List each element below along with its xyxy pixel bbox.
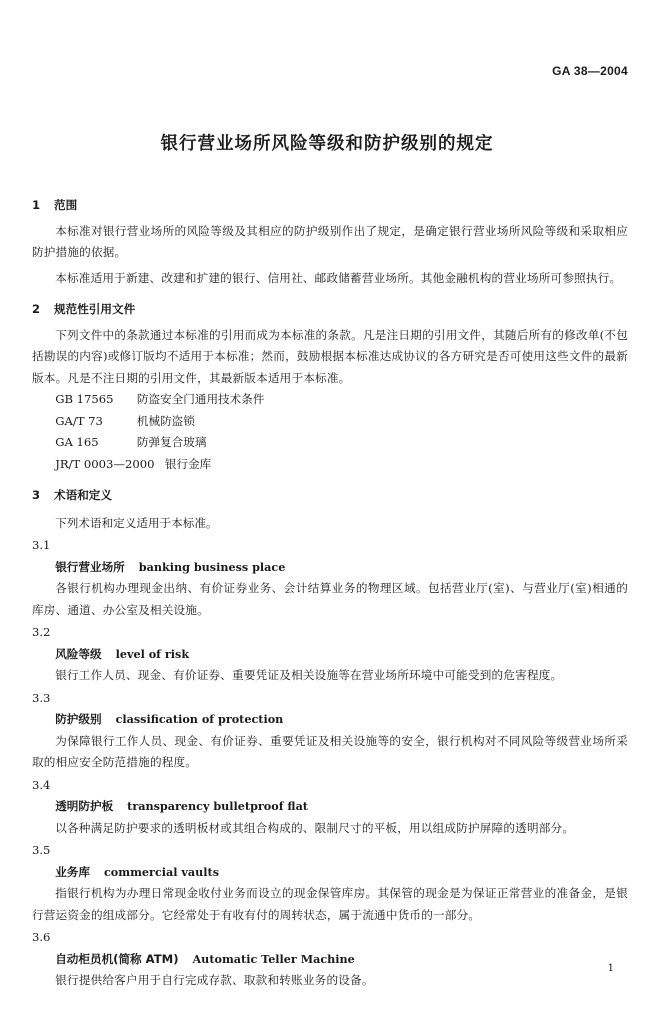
section-heading	[32, 195, 628, 217]
subclause-number: 3.5	[32, 843, 51, 857]
term-zh: 风险等级	[55, 646, 102, 661]
term-heading	[32, 862, 628, 884]
term-heading	[32, 557, 628, 579]
section-number: 2	[32, 302, 41, 316]
term-zh: 透明防护板	[55, 799, 114, 813]
reference-name: 防弹复合玻璃	[136, 435, 207, 449]
section-number: 1	[32, 198, 41, 212]
term-definition: 以各种满足防护要求的透明板材或其组合构成的、限制尺寸的平板，用以组成防护屏障的透明部分。	[55, 820, 575, 835]
section-title: 术语和定义	[54, 488, 112, 502]
reference-name: 防盗安全门通用技术条件	[136, 392, 265, 406]
term-heading	[32, 644, 628, 666]
term-definition: 银行提供给客户用于自行完成存款、取款和转账业务的设备。	[55, 973, 374, 987]
reference-item	[32, 432, 628, 454]
reference-code: GB 17565	[55, 392, 114, 406]
term-definition: 银行工作人员、现金、有价证券、重要凭证及相关设施等在营业场所环境中可能受到的危害程度。	[55, 668, 563, 682]
document-body	[32, 195, 628, 992]
paragraph: 本标准适用于新建、改建和扩建的银行、信用社、邮政储蓄营业场所。其他金融机构的营业场所可参照执行。	[55, 270, 622, 285]
paragraph: 下列术语和定义适用于本标准。	[55, 515, 218, 530]
reference-item	[32, 454, 628, 476]
term-en: Automatic Teller Machine	[192, 951, 355, 966]
term-definition: 指银行机构为办理日常现金收付业务而设立的现金保管库房。其保管的现金是为保证正常营业的准备金，是银行营运资金的组成部分。它经常处于有收有付的周转状态，属于流通中货币的一部分。	[32, 886, 628, 922]
subclause-number: 3.2	[32, 625, 51, 639]
section-heading	[32, 485, 628, 507]
term-heading	[32, 796, 628, 818]
reference-name: 银行金库	[164, 456, 212, 471]
term-definition: 各银行机构办理现金出纳、有价证券业务、会计结算业务的物理区域。包括营业厅(室)、与营业厅(室)相通的库房、通道、办公室及相关设施。	[32, 581, 628, 617]
subclause-number: 3.3	[32, 690, 51, 705]
term-heading	[32, 709, 628, 731]
term-zh: 自动柜员机(简称 ATM)	[55, 951, 179, 966]
section-number: 3	[32, 488, 41, 502]
term-en: transparency bulletproof flat	[127, 799, 308, 813]
page-number: 1	[607, 963, 614, 974]
reference-name: 机械防盗锁	[136, 413, 195, 428]
subclause-number: 3.4	[32, 777, 51, 792]
reference-item	[32, 411, 628, 433]
term-definition: 为保障银行工作人员、现金、有价证券、重要凭证及相关设施等的安全，银行机构对不同风险等级营业场所采取的相应安全防范措施的程度。	[32, 733, 628, 769]
subclause-number: 3.1	[32, 538, 51, 552]
standard-code: GA 38—2004	[552, 64, 628, 78]
reference-code: GA/T 73	[55, 413, 103, 428]
term-zh: 防护级别	[55, 712, 102, 726]
paragraph: 下列文件中的条款通过本标准的引用而成为本标准的条款。凡是注日期的引用文件，其随后所有的修改单(不包括勘误的内容)或修订版均不适用于本标准；然而，鼓励根据本标准达成协议的各方研究是否可使用这些文件的最新版本。凡是不注日期的引用文件，其最新版本适用于本标准。	[32, 327, 628, 385]
term-en: level of risk	[115, 646, 190, 661]
document-title: 银行营业场所风险等级和防护级别的规定	[160, 134, 494, 154]
reference-item	[32, 389, 628, 411]
section-title: 范围	[54, 198, 78, 212]
section-heading	[32, 299, 628, 321]
term-en: classification of protection	[115, 712, 284, 726]
term-zh: 银行营业场所	[55, 559, 125, 574]
subclause-number: 3.6	[32, 930, 51, 944]
paragraph: 本标准对银行营业场所的风险等级及其相应的防护级别作出了规定，是确定银行营业场所风险等级和采取相应防护措施的依据。	[32, 223, 628, 259]
term-en: banking business place	[138, 559, 286, 574]
reference-code: GA 165	[55, 435, 99, 449]
reference-code: JR/T 0003—2000	[55, 456, 155, 471]
term-heading	[32, 949, 628, 971]
term-zh: 业务库	[55, 864, 90, 879]
section-title: 规范性引用文件	[54, 302, 136, 316]
term-en: commercial vaults	[103, 864, 220, 879]
